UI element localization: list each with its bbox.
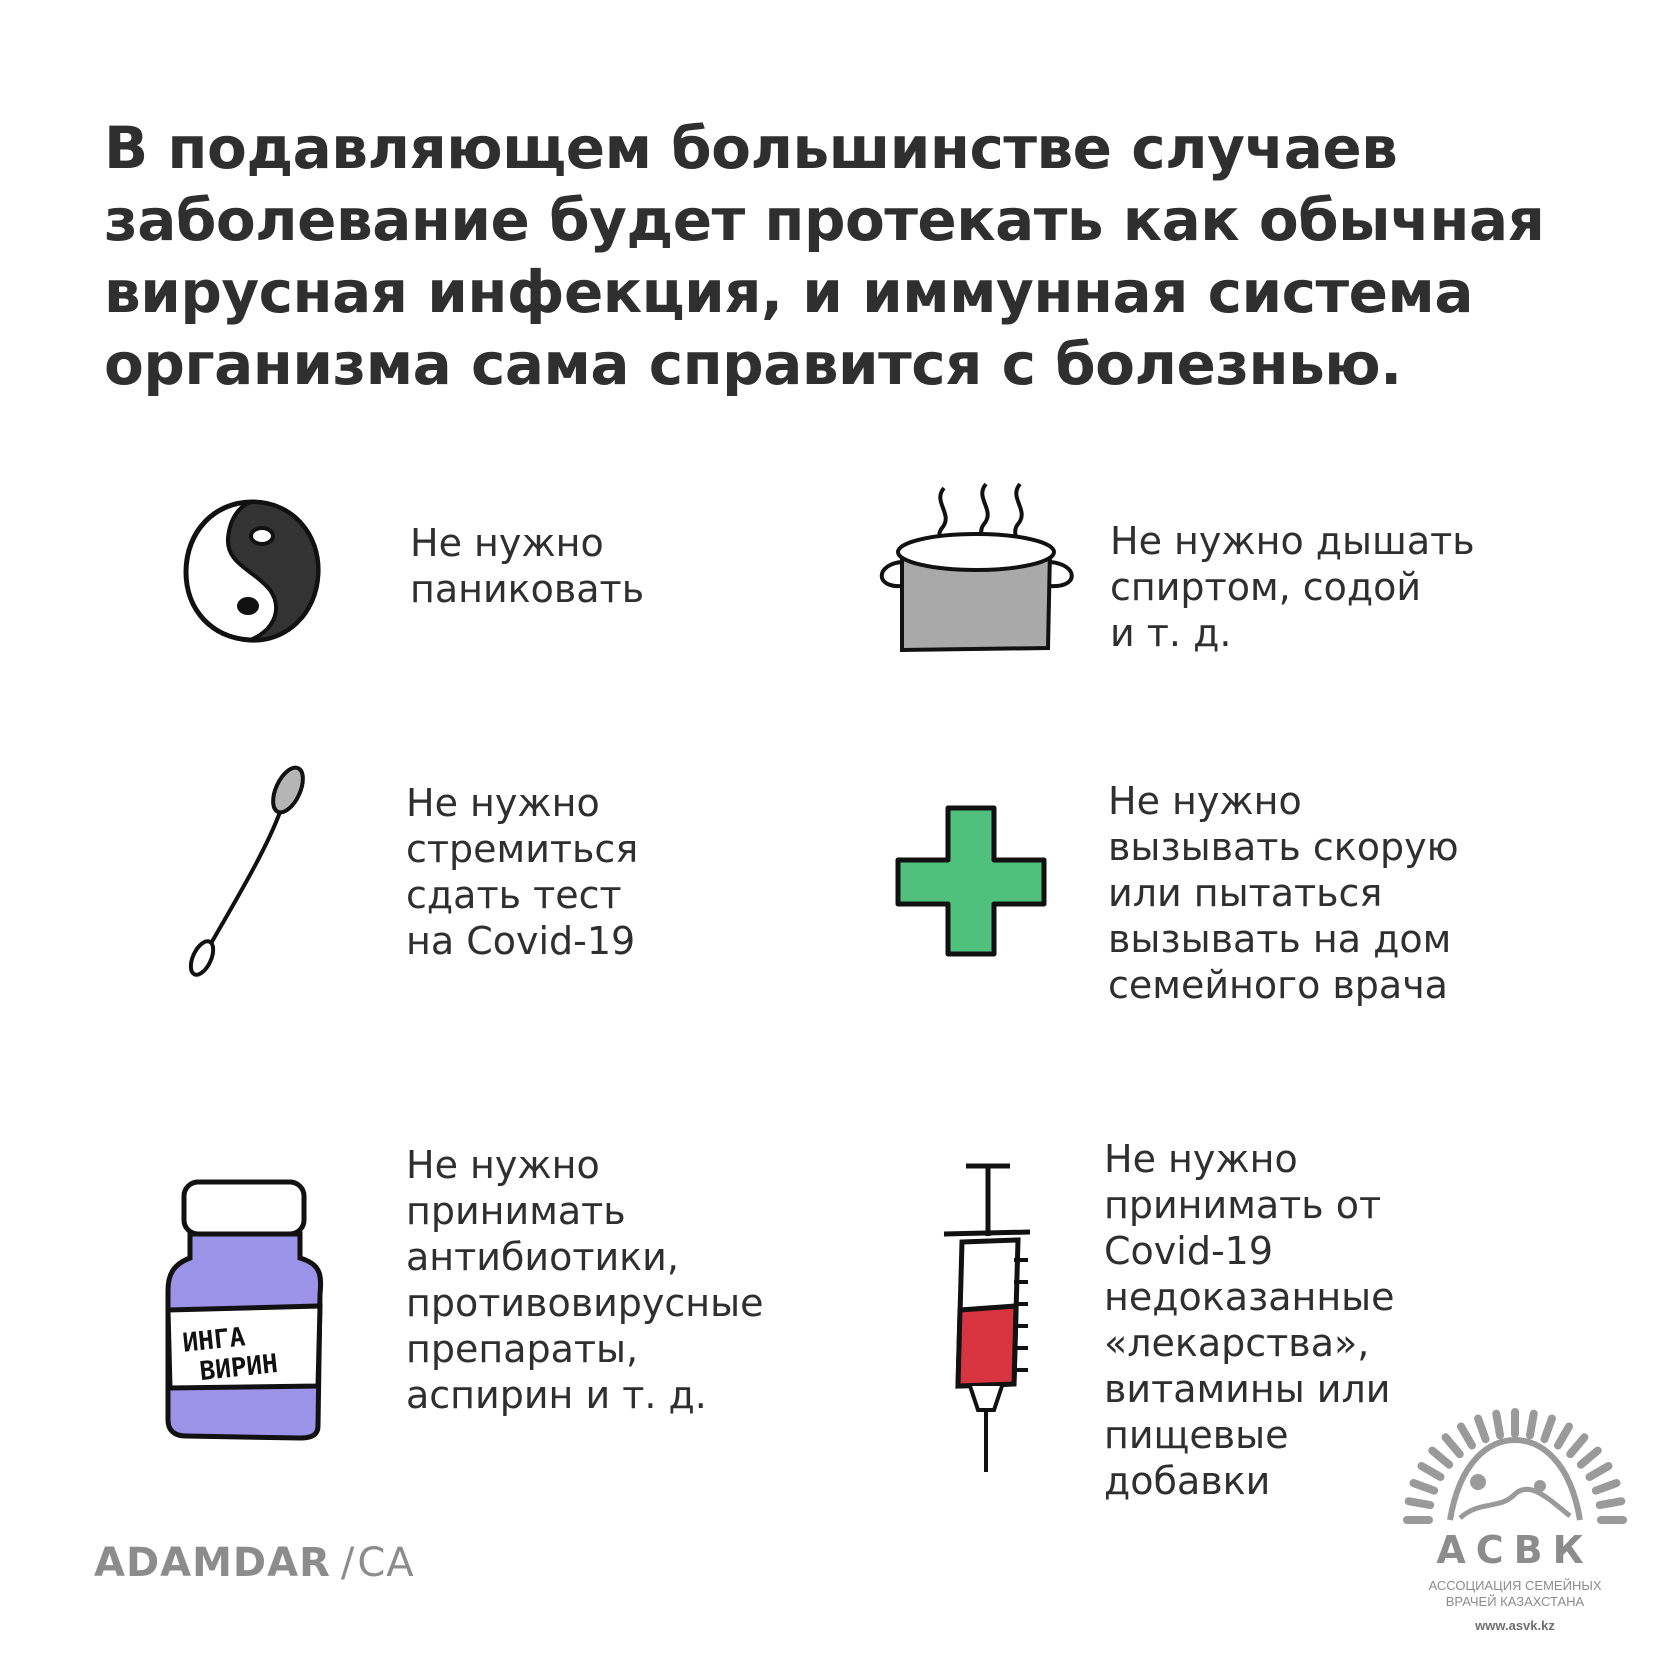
sun-ray	[1496, 1414, 1500, 1436]
sun-ray	[1530, 1414, 1534, 1436]
green-cross-icon	[894, 804, 1048, 958]
tip-line: Не нужно	[1108, 779, 1302, 823]
bottle-label-line: ИНГА	[181, 1322, 247, 1359]
tip-no-inhaling	[1110, 518, 1475, 656]
sun-ray	[1421, 1466, 1440, 1477]
tip-line: принимать	[406, 1189, 626, 1233]
yin-yang-icon	[172, 492, 332, 652]
tip-line: принимать от	[1104, 1183, 1382, 1227]
tip-line: стремиться	[406, 827, 639, 871]
sun-ray	[1570, 1437, 1584, 1454]
tip-line: добавки	[1104, 1459, 1271, 1503]
asvk-url: www.asvk.kz	[1475, 1618, 1555, 1633]
tip-line: Не нужно	[406, 781, 600, 825]
tip-line: и т. д.	[1110, 611, 1232, 655]
tip-line: Не нужно	[406, 1143, 600, 1187]
tip-line: антибиотики,	[406, 1235, 679, 1279]
tip-line: пищевые	[1104, 1413, 1289, 1457]
asvk-name-line: ВРАЧЕЙ КАЗАХСТАНА	[1445, 1594, 1585, 1609]
pill-bottle-icon	[160, 1174, 330, 1444]
tip-line: Covid-19	[1104, 1229, 1274, 1273]
tip-line: вызывать на дом	[1108, 917, 1452, 961]
sun-ray	[1600, 1501, 1622, 1505]
tip-no-unproven-drugs	[1104, 1136, 1395, 1504]
tip-line: аспирин и т. д.	[406, 1373, 707, 1417]
asvk-letters: АСВК	[1436, 1528, 1594, 1572]
steaming-pot-icon	[872, 478, 1082, 658]
sun-emblem-icon	[1400, 1390, 1630, 1530]
headline-line: заболевание будет протекать как обычная	[104, 186, 1545, 254]
tip-line: Не нужно	[410, 521, 604, 565]
asvk-name-line: АССОЦИАЦИЯ СЕМЕЙНЫХ	[1428, 1578, 1602, 1593]
tip-no-ambulance	[1108, 778, 1459, 1008]
tip-line: на Covid-19	[406, 919, 636, 963]
sun-ray	[1581, 1451, 1598, 1465]
sun-ray	[1478, 1419, 1486, 1440]
tip-line: Не нужно дышать	[1110, 519, 1475, 563]
adamdar-logo	[94, 1540, 415, 1586]
tip-no-panic	[410, 520, 644, 612]
sun-ray	[1589, 1466, 1608, 1477]
sun-ray	[1432, 1451, 1449, 1465]
sun-ray	[1544, 1419, 1552, 1440]
brand-name: ADAMDAR	[94, 1540, 331, 1586]
headline-line: В подавляющем большинстве случаев	[104, 114, 1398, 182]
tip-line: «лекарства»,	[1104, 1321, 1370, 1365]
tip-line: семейного врача	[1108, 963, 1448, 1007]
sun-ray	[1414, 1483, 1435, 1491]
sun-ray	[1409, 1501, 1431, 1505]
tip-no-test	[406, 780, 638, 964]
headline	[104, 112, 1604, 400]
tip-line: вызывать скорую	[1108, 825, 1459, 869]
headline-line: организма сама справится с болезнью.	[104, 330, 1402, 398]
tip-line: спиртом, содой	[1110, 565, 1422, 609]
brand-suffix: CA	[357, 1540, 415, 1586]
syringe-icon	[930, 1160, 1050, 1480]
headline-line: вирусная инфекция, и иммунная система	[104, 258, 1473, 326]
sun-ray	[1446, 1437, 1460, 1454]
sun-ray	[1558, 1426, 1569, 1445]
brand-slash: /	[340, 1540, 356, 1586]
tip-line: паниковать	[410, 567, 645, 611]
tip-no-antibiotics	[406, 1142, 764, 1418]
cotton-swab-icon	[176, 760, 316, 980]
tip-line: или пытаться	[1108, 871, 1383, 915]
tip-line: недоказанные	[1104, 1275, 1395, 1319]
bottle-label-line: ВИРИН	[198, 1349, 280, 1388]
tip-line: препараты,	[406, 1327, 639, 1371]
tip-line: витамины или	[1104, 1367, 1391, 1411]
tip-line: сдать тест	[406, 873, 622, 917]
tip-line: Не нужно	[1104, 1137, 1298, 1181]
sun-ray	[1461, 1426, 1472, 1445]
asvk-logo	[1400, 1390, 1630, 1660]
tip-line: противовирусные	[406, 1281, 764, 1325]
sun-ray	[1596, 1483, 1617, 1491]
